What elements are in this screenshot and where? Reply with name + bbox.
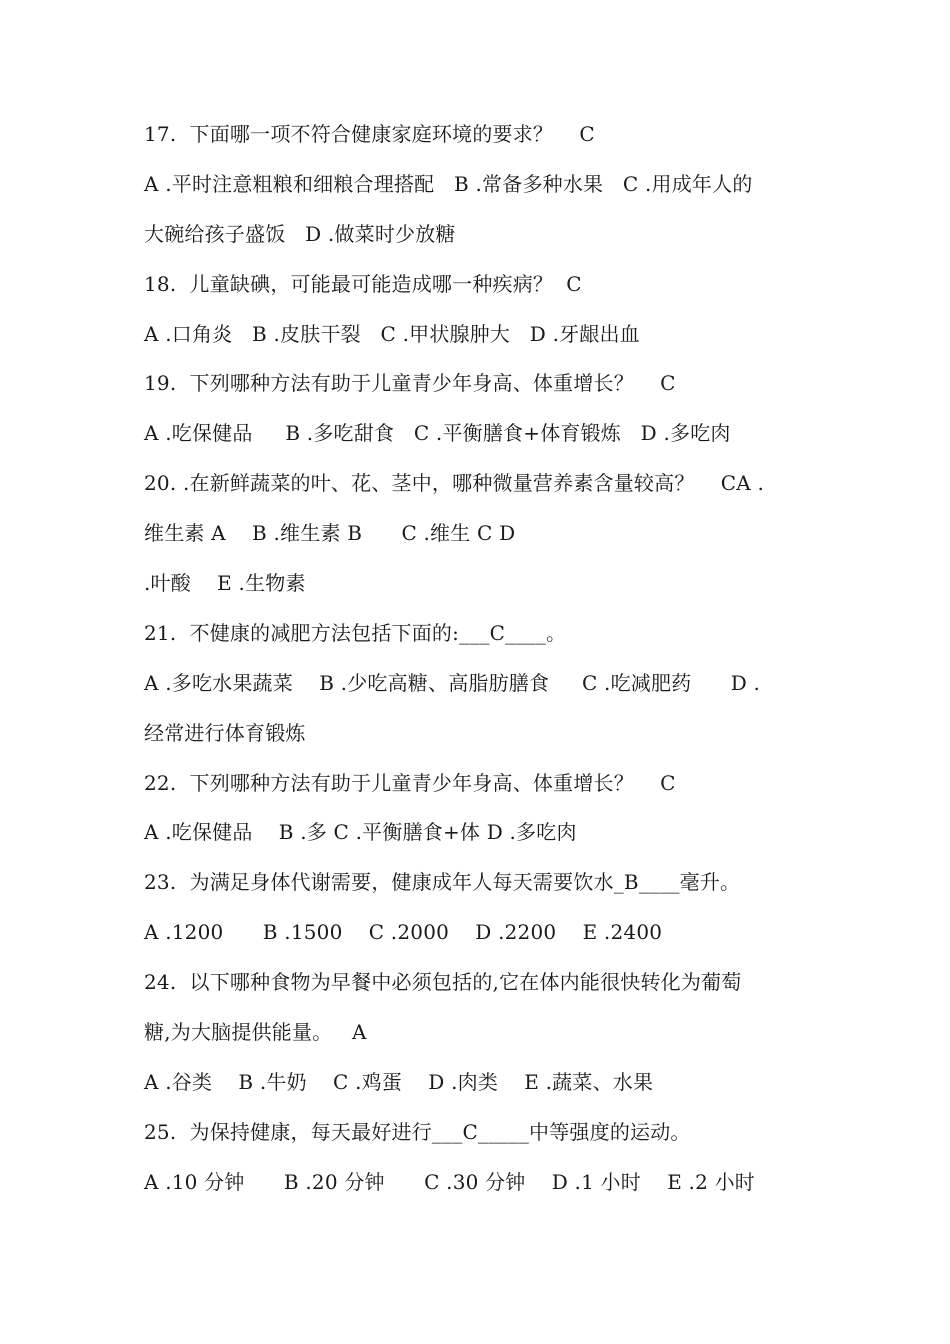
q17-options-line2: 大碗给孩子盛饭 D .做菜时少放糖 — [144, 221, 456, 246]
q17-options-line1: A .平时注意粗粮和细粮合理搭配 B .常备多种水果 C .用成年人的 — [144, 171, 753, 196]
q18-options: A .口角炎 B .皮肤干裂 C .甲状腺肿大 D .牙龈出血 — [144, 321, 640, 346]
q25-question: 25. 为保持健康，每天最好进行___C_____中等强度的运动。 — [144, 1119, 691, 1144]
q22-options: A .吃保健品 B .多 C .平衡膳食+体 D .多吃肉 — [144, 820, 577, 845]
q21-options-line2: 经常进行体育锻炼 — [144, 720, 306, 745]
q23-options: A .1200 B .1500 C .2000 D .2200 E .2400 — [144, 920, 663, 945]
q19-question: 19. 下列哪种方法有助于儿童青少年身高、体重增长？ C — [144, 371, 676, 396]
q19-options: A .吃保健品 B .多吃甜食 C .平衡膳食+体育锻炼 D .多吃肉 — [144, 421, 731, 446]
q24-question-line1: 24. 以下哪种食物为早餐中必须包括的,它在体内能很快转化为葡萄 — [144, 970, 742, 995]
question-text-block — [144, 110, 814, 1208]
q24-options: A .谷类 B .牛奶 C .鸡蛋 D .肉类 E .蔬菜、水果 — [144, 1069, 654, 1094]
q23-question: 23. 为满足身体代谢需要，健康成年人每天需要饮水_B____毫升。 — [144, 870, 741, 895]
q22-question: 22. 下列哪种方法有助于儿童青少年身高、体重增长？ C — [144, 770, 676, 795]
q21-options-line1: A .多吃水果蔬菜 B .少吃高糖、高脂肪膳食 C .吃减肥药 D . — [144, 670, 761, 695]
q24-question-line2: 糖,为大脑提供能量。 A — [144, 1020, 367, 1045]
q20-options-line1: 维生素 A B .维生素 B C .维生 C D — [144, 521, 516, 546]
q20-options-line2: .叶酸 E .生物素 — [144, 571, 306, 596]
q17-question: 17. 下面哪一项不符合健康家庭环境的要求？ C — [144, 122, 595, 146]
q18-question: 18. 儿童缺碘，可能最可能造成哪一种疾病？ C — [144, 271, 582, 296]
q21-question: 21. 不健康的减肥方法包括下面的:___C____。 — [144, 620, 567, 645]
q20-question: 20. .在新鲜蔬菜的叶、花、茎中，哪种微量营养素含量较高？ CA . — [144, 471, 765, 496]
q25-options: A .10 分钟 B .20 分钟 C .30 分钟 D .1 小时 E .2 小时 — [144, 1169, 755, 1194]
